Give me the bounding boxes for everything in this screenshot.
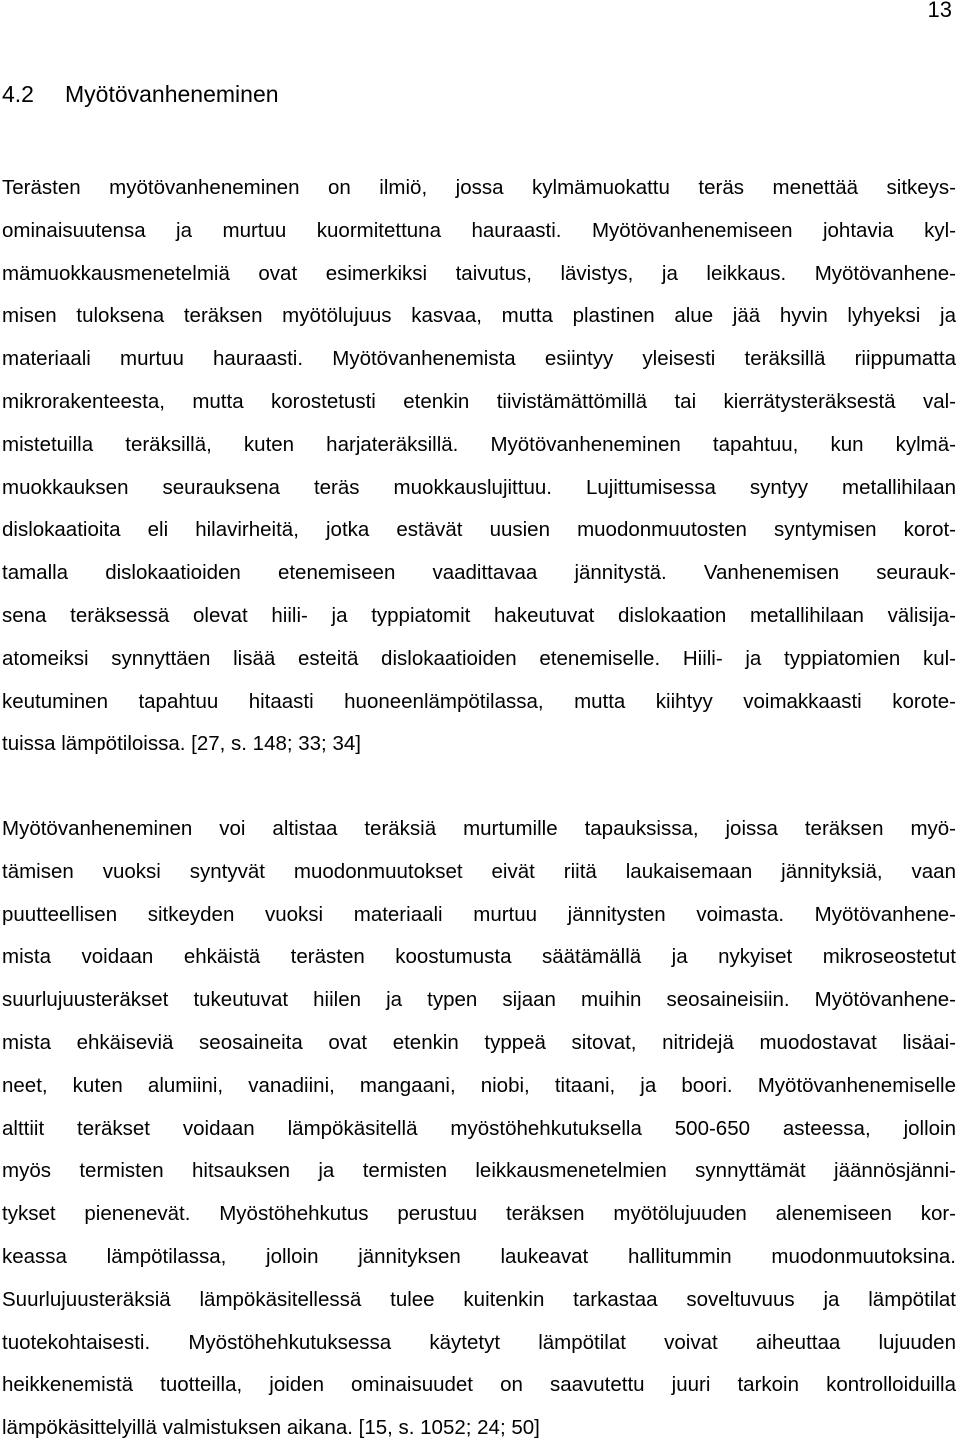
paragraph-1 [2,167,956,766]
text-line: mämuokkausmenetelmiä ovat esimerkiksi taivutus, lävistys, ja leikkaus. Myötövanhene- [2,261,956,285]
text-line: muokkauksen seurauksena teräs muokkauslujittuu. Lujittumisessa syntyy metallihilaan [2,475,956,499]
text-line: mista voidaan ehkäistä terästen koostumusta säätämällä ja nykyiset mikroseostetut [2,945,956,969]
text-line: materiaali murtuu hauraasti. Myötövanhenemista esiintyy yleisesti teräksillä riippumatta [2,347,956,371]
text-line: myös termisten hitsauksen ja termisten leikkausmenetelmien synnyttämät jäännösjänni- [2,1159,956,1183]
text-line: suurlujuusteräkset tukeutuvat hiilen ja typen sijaan muihin seosaineisiin. Myötövanhene- [2,988,956,1012]
text-line: lämpökäsittelyillä valmistuksen aikana. [15, s. 1052; 24; 50] [2,1416,540,1440]
text-line: Terästen myötövanheneminen on ilmiö, jossa kylmämuokattu teräs menettää sitkeys- [2,176,956,199]
paragraph-2 [2,808,956,1450]
text-line: atomeiksi synnyttäen lisää esteitä dislokaatioiden etenemiselle. Hiili- ja typpiatomien kul- [2,646,956,670]
text-line: puutteellisen sitkeyden vuoksi materiaali murtuu jännitysten voimasta. Myötövanhene- [2,902,956,926]
text-line: Suurlujuusteräksiä lämpökäsitellessä tulee kuitenkin tarkastaa soveltuvuus ja lämpötilat [2,1287,956,1311]
section-heading [2,79,279,109]
text-line: tämisen vuoksi syntyvät muodonmuutokset eivät riitä laukaisemaan jännityksiä, vaan [2,859,956,883]
text-line: neet, kuten alumiini, vanadiini, mangaani, niobi, titaani, ja boori. Myötövanhenemiselle [2,1073,956,1097]
text-line: keassa lämpötilassa, jolloin jännityksen laukeavat hallitummin muodonmuutoksina. [2,1244,956,1268]
text-line: heikkenemistä tuotteilla, joiden ominaisuudet on saavutettu juuri tarkoin kontrolloiduilla [2,1373,956,1397]
text-line: tamalla dislokaatioiden etenemiseen vaadittavaa jännitystä. Vanhenemisen seurauk- [2,561,956,585]
text-line: misen tuloksena teräksen myötölujuus kasvaa, mutta plastinen alue jää hyvin lyhyeksi ja [2,304,956,328]
text-line: alttiit teräkset voidaan lämpökäsitellä myöstöhehkutuksella 500-650 asteessa, jolloin [2,1116,956,1140]
text-line: mistetuilla teräksillä, kuten harjateräksillä. Myötövanheneminen tapahtuu, kun kylmä- [2,432,956,456]
text-line: tuotekohtaisesti. Myöstöhehkutuksessa käytetyt lämpötilat voivat aiheuttaa lujuuden [2,1330,956,1354]
text-line: Myötövanheneminen voi altistaa teräksiä murtumille tapauksissa, joissa teräksen myö- [2,817,956,840]
text-line: mikrorakenteesta, mutta korostetusti etenkin tiivistämättömillä tai kierrätysteräksestä val- [2,389,956,413]
text-line: mista ehkäiseviä seosaineita ovat etenkin typpeä sitovat, nitridejä muodostavat lisäai- [2,1030,956,1054]
page-number: 13 [927,0,952,22]
text-line: dislokaatioita eli hilavirheitä, jotka estävät uusien muodonmuutosten syntymisen korot- [2,518,956,542]
section-title: Myötövanheneminen [65,81,279,107]
text-line: sena teräksessä olevat hiili- ja typpiatomit hakeutuvat dislokaation metallihilaan välisija- [2,603,956,627]
section-number: 4.2 [2,81,34,107]
text-line: ominaisuutensa ja murtuu kuormitettuna hauraasti. Myötövanhenemiseen johtavia kyl- [2,218,956,242]
text-line: tuissa lämpötiloissa. [27, s. 148; 33; 34] [2,732,361,756]
text-line: keutuminen tapahtuu hitaasti huoneenlämpötilassa, mutta kiihtyy voimakkaasti korote- [2,689,956,713]
text-line: tykset pienenevät. Myöstöhehkutus perustuu teräksen myötölujuuden alenemiseen kor- [2,1202,956,1226]
